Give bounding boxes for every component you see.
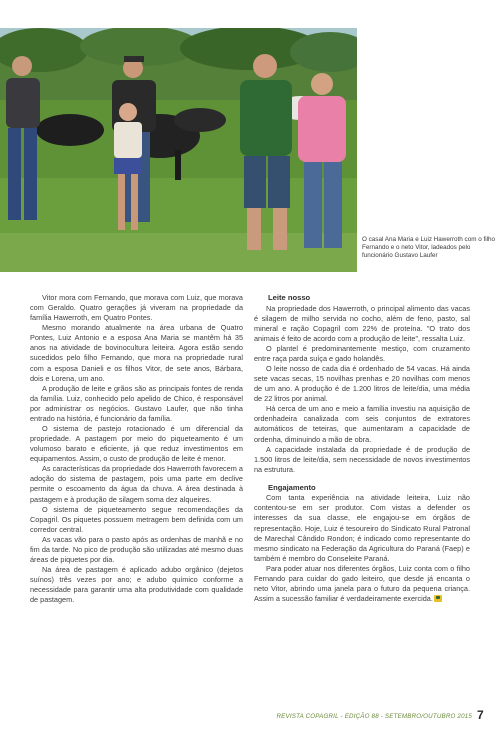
section-spacer <box>254 475 470 483</box>
paragraph-last <box>254 564 470 604</box>
end-of-article-icon <box>434 595 442 602</box>
paragraph: O sistema de piqueteamento segue recomendações da Copagril. Os piquetes possuem metragem bem definida com um corredor central. <box>30 504 243 534</box>
paragraph: Vitor mora com Fernando, que morava com Luiz, que morava com Geraldo. Quatro gerações já viveram na propriedade da família Hawerroth, em Quatro Pontes. <box>30 293 243 323</box>
article-left-column <box>30 293 243 605</box>
publication-footer: REVISTA COPAGRIL - EDIÇÃO 88 - SETEMBRO/OUTUBRO 2015 <box>276 713 472 720</box>
paragraph: Mesmo morando atualmente na área urbana de Quatro Pontes, Luiz Antonio e a esposa Ana Maria se mantêm há 35 anos na atividade de bovinocultura leiteira. Agora estão sendo sucedidos pelo filho Fernando, que mora na propriedade rural com a esposa Danieli e os filhos Vitor, de sete anos, Bárbara, dois e Lorena, um ano. <box>30 323 243 383</box>
paragraph: O leite nosso de cada dia é ordenhado de 54 vacas. Há ainda sete vacas secas, 15 novilhas prenhas e 20 novilhas com menos de um ano. A produção é de 1.200 litros de leite/dia, uma média de 22 litros por animal. <box>254 363 470 404</box>
paragraph: Na propriedade dos Hawerroth, o principal alimento das vacas é silagem de milho servida no cocho, além de feno, pasto, sal mineral e ração Copagril com 22% de proteína. "O trato dos animais é feito de acordo com a produção de leite", ressalta Luiz. <box>254 303 470 343</box>
photo-caption: O casal Ana Maria e Luiz Hawerroth com o filho Fernando e o neto Vitor, ladeados pelo funcionário Gustavo Laufer <box>362 236 495 259</box>
article-right-column <box>254 293 470 604</box>
page-number: 7 <box>477 708 484 722</box>
paragraph: As características da propriedade dos Hawerroth favorecem a adoção do sistema de pastagem, pois uma parte em declive permite o escoamento da água da chuva. A área destinada à pastagem e à produção de silagem soma dez alqueires. <box>30 464 243 504</box>
section-heading-leite-nosso: Leite nosso <box>268 293 311 302</box>
photo-illustration <box>0 28 357 272</box>
paragraph: As vacas vão para o pasto após as ordenhas de manhã e no fim da tarde. No pico de produção são utilizadas até mesmo duas áreas de piquetes por dia. <box>30 534 243 565</box>
paragraph: A capacidade instalada da propriedade é de produção de 1.500 litros de leite/dia, sem necessidade de novos investimentos na estrutura. <box>254 444 470 474</box>
paragraph: O plantel é predominantemente mestiço, com cruzamento entre raça parda suíça e gado holandês. <box>254 343 470 363</box>
paragraph: O sistema de pastejo rotacionado é um diferencial da propriedade. A pastagem por meio do piqueteamento é um volumoso barato e eficiente, já que reduz investimentos em equipamentos. Assim, o custo de produção de leite é menor. <box>30 424 243 464</box>
section-heading-engajamento: Engajamento <box>268 482 316 492</box>
paragraph: Há cerca de um ano e meio a família investiu na aquisição de ordenhadeira canalizada com seis conjuntos de extratores automáticos de teteiras, que aumentaram a capacidade de ordenha, diminuindo a mão de obra. <box>254 404 470 444</box>
paragraph: Na área de pastagem é aplicado adubo orgânico (dejetos suínos) três vezes por ano; e adubo químico conforme a necessidade para garantir uma alta produtividade com qualidade de pastagem. <box>30 565 243 605</box>
paragraph-text: Para poder atuar nos diferentes órgãos, Luiz conta com o filho Fernando para cuidar do gado leiteiro, que desde já encanta o neto Vitor, abrindo uma janela para o futuro da pequena criança. Assim a sucessão familiar é verdadeiramente exercida. <box>254 563 470 604</box>
paragraph: Com tanta experiência na atividade leiteira, Luiz não contentou-se em ser produtor. Com vistas a defender os interesses da sua classe, ele engajou-se em órgãos de representação. Hoje, Luiz é tesoureiro do Sindicato Rural Patronal de Marechal Cândido Rondon; é indicado como representante do mesmo sindicato na Federação da Agricultura do Paraná (Faep) e também é membro do Conseleite Paraná. <box>254 493 470 563</box>
paragraph: A produção de leite e grãos são as principais fontes de renda da família. Luiz, conhecido pelo apelido de Chico, é responsável por administrar os negócios. Gustavo Laufer, que não tinha entrado na história, é funcionário da família. <box>30 383 243 423</box>
family-photo <box>0 28 357 272</box>
